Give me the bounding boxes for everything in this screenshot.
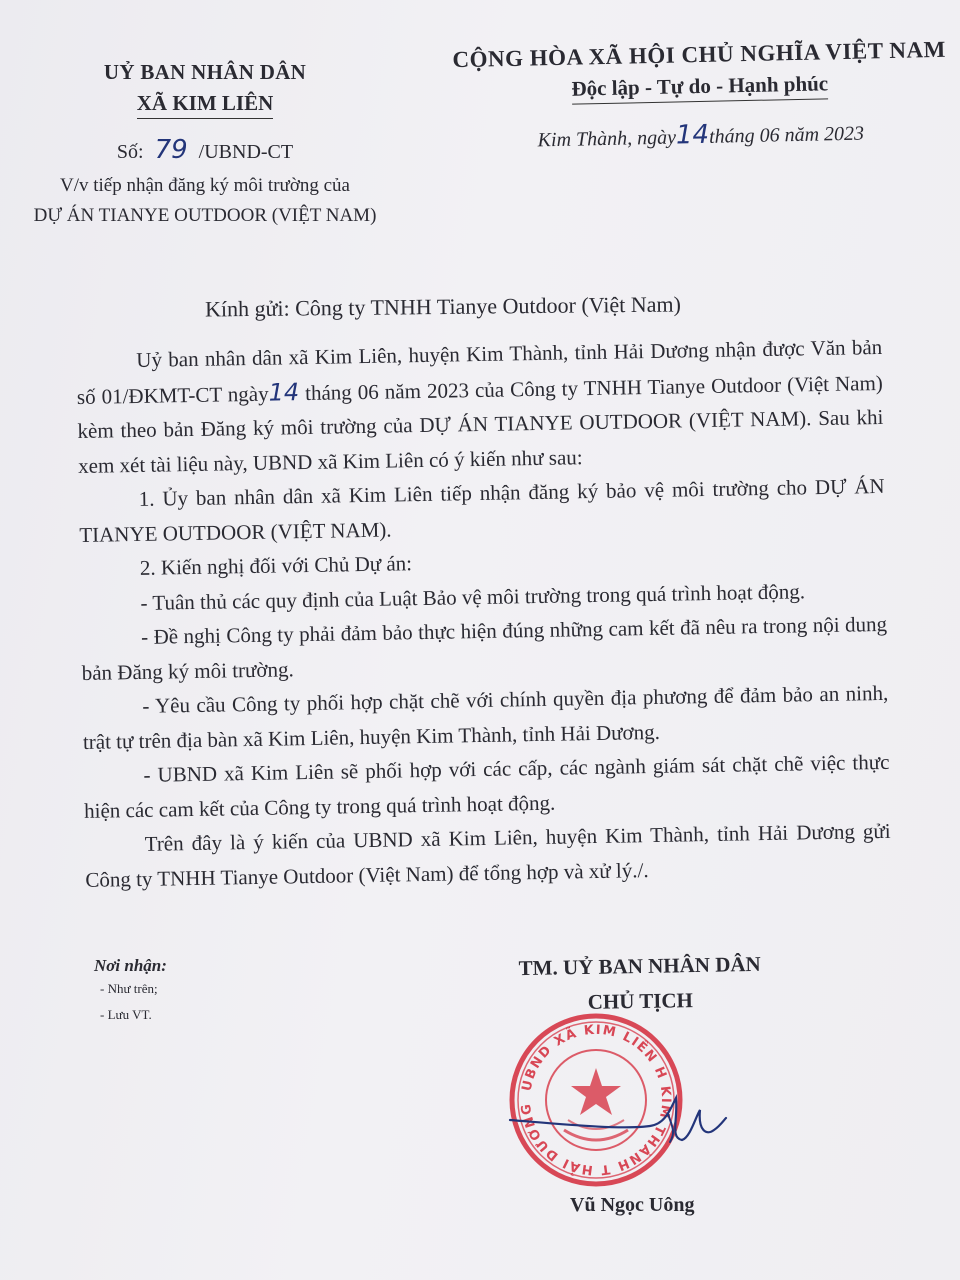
recipients-label: Nơi nhận: <box>94 956 167 975</box>
list-item: - UBND xã Kim Liên sẽ phối hợp với các cấp, các ngành giám sát chặt chẽ việc thực hiện các cam kết của Công ty trong quá trình hoạt động. <box>83 749 890 823</box>
signature-title: TM. UỶ BAN NHÂN DÂN <box>518 951 761 981</box>
recipients-item: - Như trên; <box>100 981 158 996</box>
point-1: 1. Ủy ban nhân dân xã Kim Liên tiếp nhận đăng ký bảo vệ môi trường cho DỰ ÁN TIANYE OUTDOOR (VIỆT NAM). <box>79 473 885 547</box>
intro-paragraph <box>76 330 884 483</box>
date-day-handwritten: 14 <box>675 119 710 151</box>
agency-name: UỶ BAN NHÂN DÂN <box>103 60 307 84</box>
national-header <box>439 37 960 156</box>
signature-position: CHỦ TỊCH <box>587 988 694 1014</box>
document-number <box>10 135 400 165</box>
subject-line-2: DỰ ÁN TIANYE OUTDOOR (VIỆT NAM) <box>33 205 377 226</box>
seal-text: UBND XÃ KIM LIÊN H KIM THÀNH T HẢI DƯƠNG <box>518 1022 674 1178</box>
document-subject <box>10 171 400 231</box>
national-motto: Độc lập - Tự do - Hạnh phúc <box>571 71 828 104</box>
commune-name: XÃ KIM LIÊN <box>137 91 274 119</box>
intro-day-handwritten: 14 <box>268 377 300 407</box>
doc-number-prefix: Số: <box>116 141 144 163</box>
list-item: - Yêu cầu Công ty phối hợp chặt chẽ với chính quyền địa phương để đảm bảo an ninh, trật tự trên địa bàn xã Kim Liên, huyện Kim Thành, tỉnh Hải Dương. <box>82 680 889 754</box>
nation-name: CỘNG HÒA XÃ HỘI CHỦ NGHĨA VIỆT NAM <box>452 36 947 73</box>
recipient-line: Kính gửi: Công ty TNHH Tianye Outdoor (Việt Nam) <box>204 291 681 322</box>
signature-block <box>489 951 790 1016</box>
doc-number-handwritten: 79 <box>154 135 188 165</box>
recipients-item: - Lưu VT. <box>100 1007 152 1022</box>
issue-date <box>441 115 960 156</box>
letter-body <box>76 330 892 897</box>
date-suffix: tháng 06 năm 2023 <box>708 122 865 148</box>
list-item: - Tuân thủ các quy định của Luật Bảo vệ môi trường trong quá trình hoạt động. <box>140 578 806 615</box>
point-2: 2. Kiến nghị đối với Chủ Dự án: <box>139 551 413 580</box>
issuer-header <box>10 60 400 231</box>
subject-line-1: V/v tiếp nhận đăng ký môi trường của <box>60 175 350 196</box>
signer-name: Vũ Ngọc Uông <box>570 1194 695 1216</box>
intro-part-1: Uỷ ban nhân dân xã Kim Liên, huyện Kim Thành, tỉnh Hải Dương nhận được Văn bản số 01/ĐKMT-CT ngày <box>76 334 883 409</box>
list-item: - Đề nghị Công ty phải đảm bảo thực hiện đúng những cam kết đã nêu ra trong nội dung bản Đăng ký môi trường. <box>81 611 888 685</box>
signature-scribble-icon <box>500 1080 730 1170</box>
recipients-block <box>94 956 167 1028</box>
doc-number-suffix: /UBND-CT <box>198 141 294 163</box>
closing-paragraph: Trên đây là ý kiến của UBND xã Kim Liên, huyện Kim Thành, tỉnh Hải Dương gửi Công ty TNHH Tianye Outdoor (Việt Nam) để tổng hợp và xử lý./. <box>85 818 891 892</box>
intro-part-2: tháng 06 năm 2023 của Công ty TNHH Tianye Outdoor (Việt Nam) kèm theo bản Đăng ký môi trường của DỰ ÁN TIANYE OUTDOOR (VIỆT NAM). Sau khi xem xét tài liệu này, UBND xã Kim Liên có ý kiến như sau: <box>77 370 884 478</box>
date-prefix: Kim Thành, ngày <box>537 126 677 152</box>
